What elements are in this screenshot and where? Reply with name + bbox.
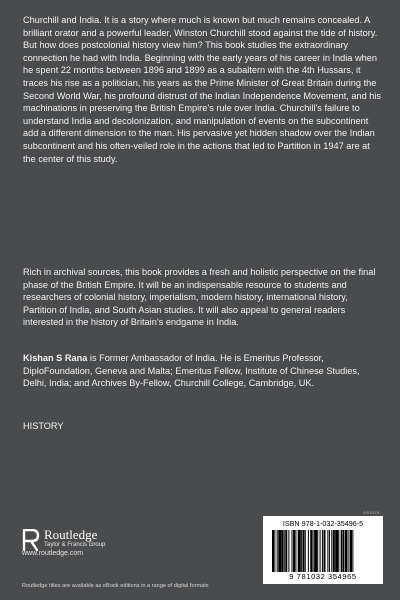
subject-category: HISTORY <box>23 421 64 431</box>
blurb-paragraph-1: Churchill and India. It is a story where much is known but much remains concealed. A brilliant orator and a powerful leader, Winston Churchill stood against the tide of history. But how does postcolonial history view him? This book studies the extraordinary connection he had with India. Beginning with the early years of his career in India when he spent 22 months between 1896 and 1899 as a subaltern with the 4th Hussars, it traces his rise as a politician, his years as the Prime Minister of Great Britain during the Second World War, his profound distrust of the Indian Independence Movement, and his machinations in preserving the British Empire’s rule over India. Churchill’s failure to understand India and decolonization, and manipulation of events on the subcontinent add a different dimension to the man. His pervasive yet hidden shadow over the Indian subcontinent and his often-veiled role in the actions that led to Partition in 1947 are at the center of this study. <box>23 15 382 164</box>
ebook-note: Routledge titles are available as eBook editions in a range of digital formats <box>22 583 209 589</box>
author-bio <box>23 352 381 390</box>
price-code: 9 0 0 0 0 <box>363 510 379 515</box>
publisher-url: www.routledge.com <box>22 550 84 557</box>
isbn: ISBN 978-1-032-35496-5 <box>282 519 364 528</box>
author-name: Kishan S Rana <box>23 353 88 363</box>
author-bio-text: is Former Ambassador of India. He is Emeritus Professor, DiploFoundation, Geneva and Malta; Emeritus Fellow, Institute of Chinese Studies, Delhi, India; and Archives By-Fellow, Churchill College, Cambridge, UK. <box>23 353 360 389</box>
barcode <box>263 510 383 584</box>
barcode-digits: 9 781032 354965 <box>289 572 357 581</box>
barcode-bars <box>272 530 374 572</box>
publisher-group: Taylor & Francis Group <box>44 542 106 548</box>
routledge-r-icon <box>22 529 40 551</box>
blurb-paragraph-2: Rich in archival sources, this book provides a fresh and holistic perspective on the final phase of the British Empire. It will be an indispensable resource to students and researchers of colonial history, imperialism, modern history, international history, Partition of India, and South Asian studies. It will also appeal to general readers interested in the history of Britain’s endgame in India. <box>23 267 376 328</box>
publisher-name: Routledge <box>44 527 98 542</box>
